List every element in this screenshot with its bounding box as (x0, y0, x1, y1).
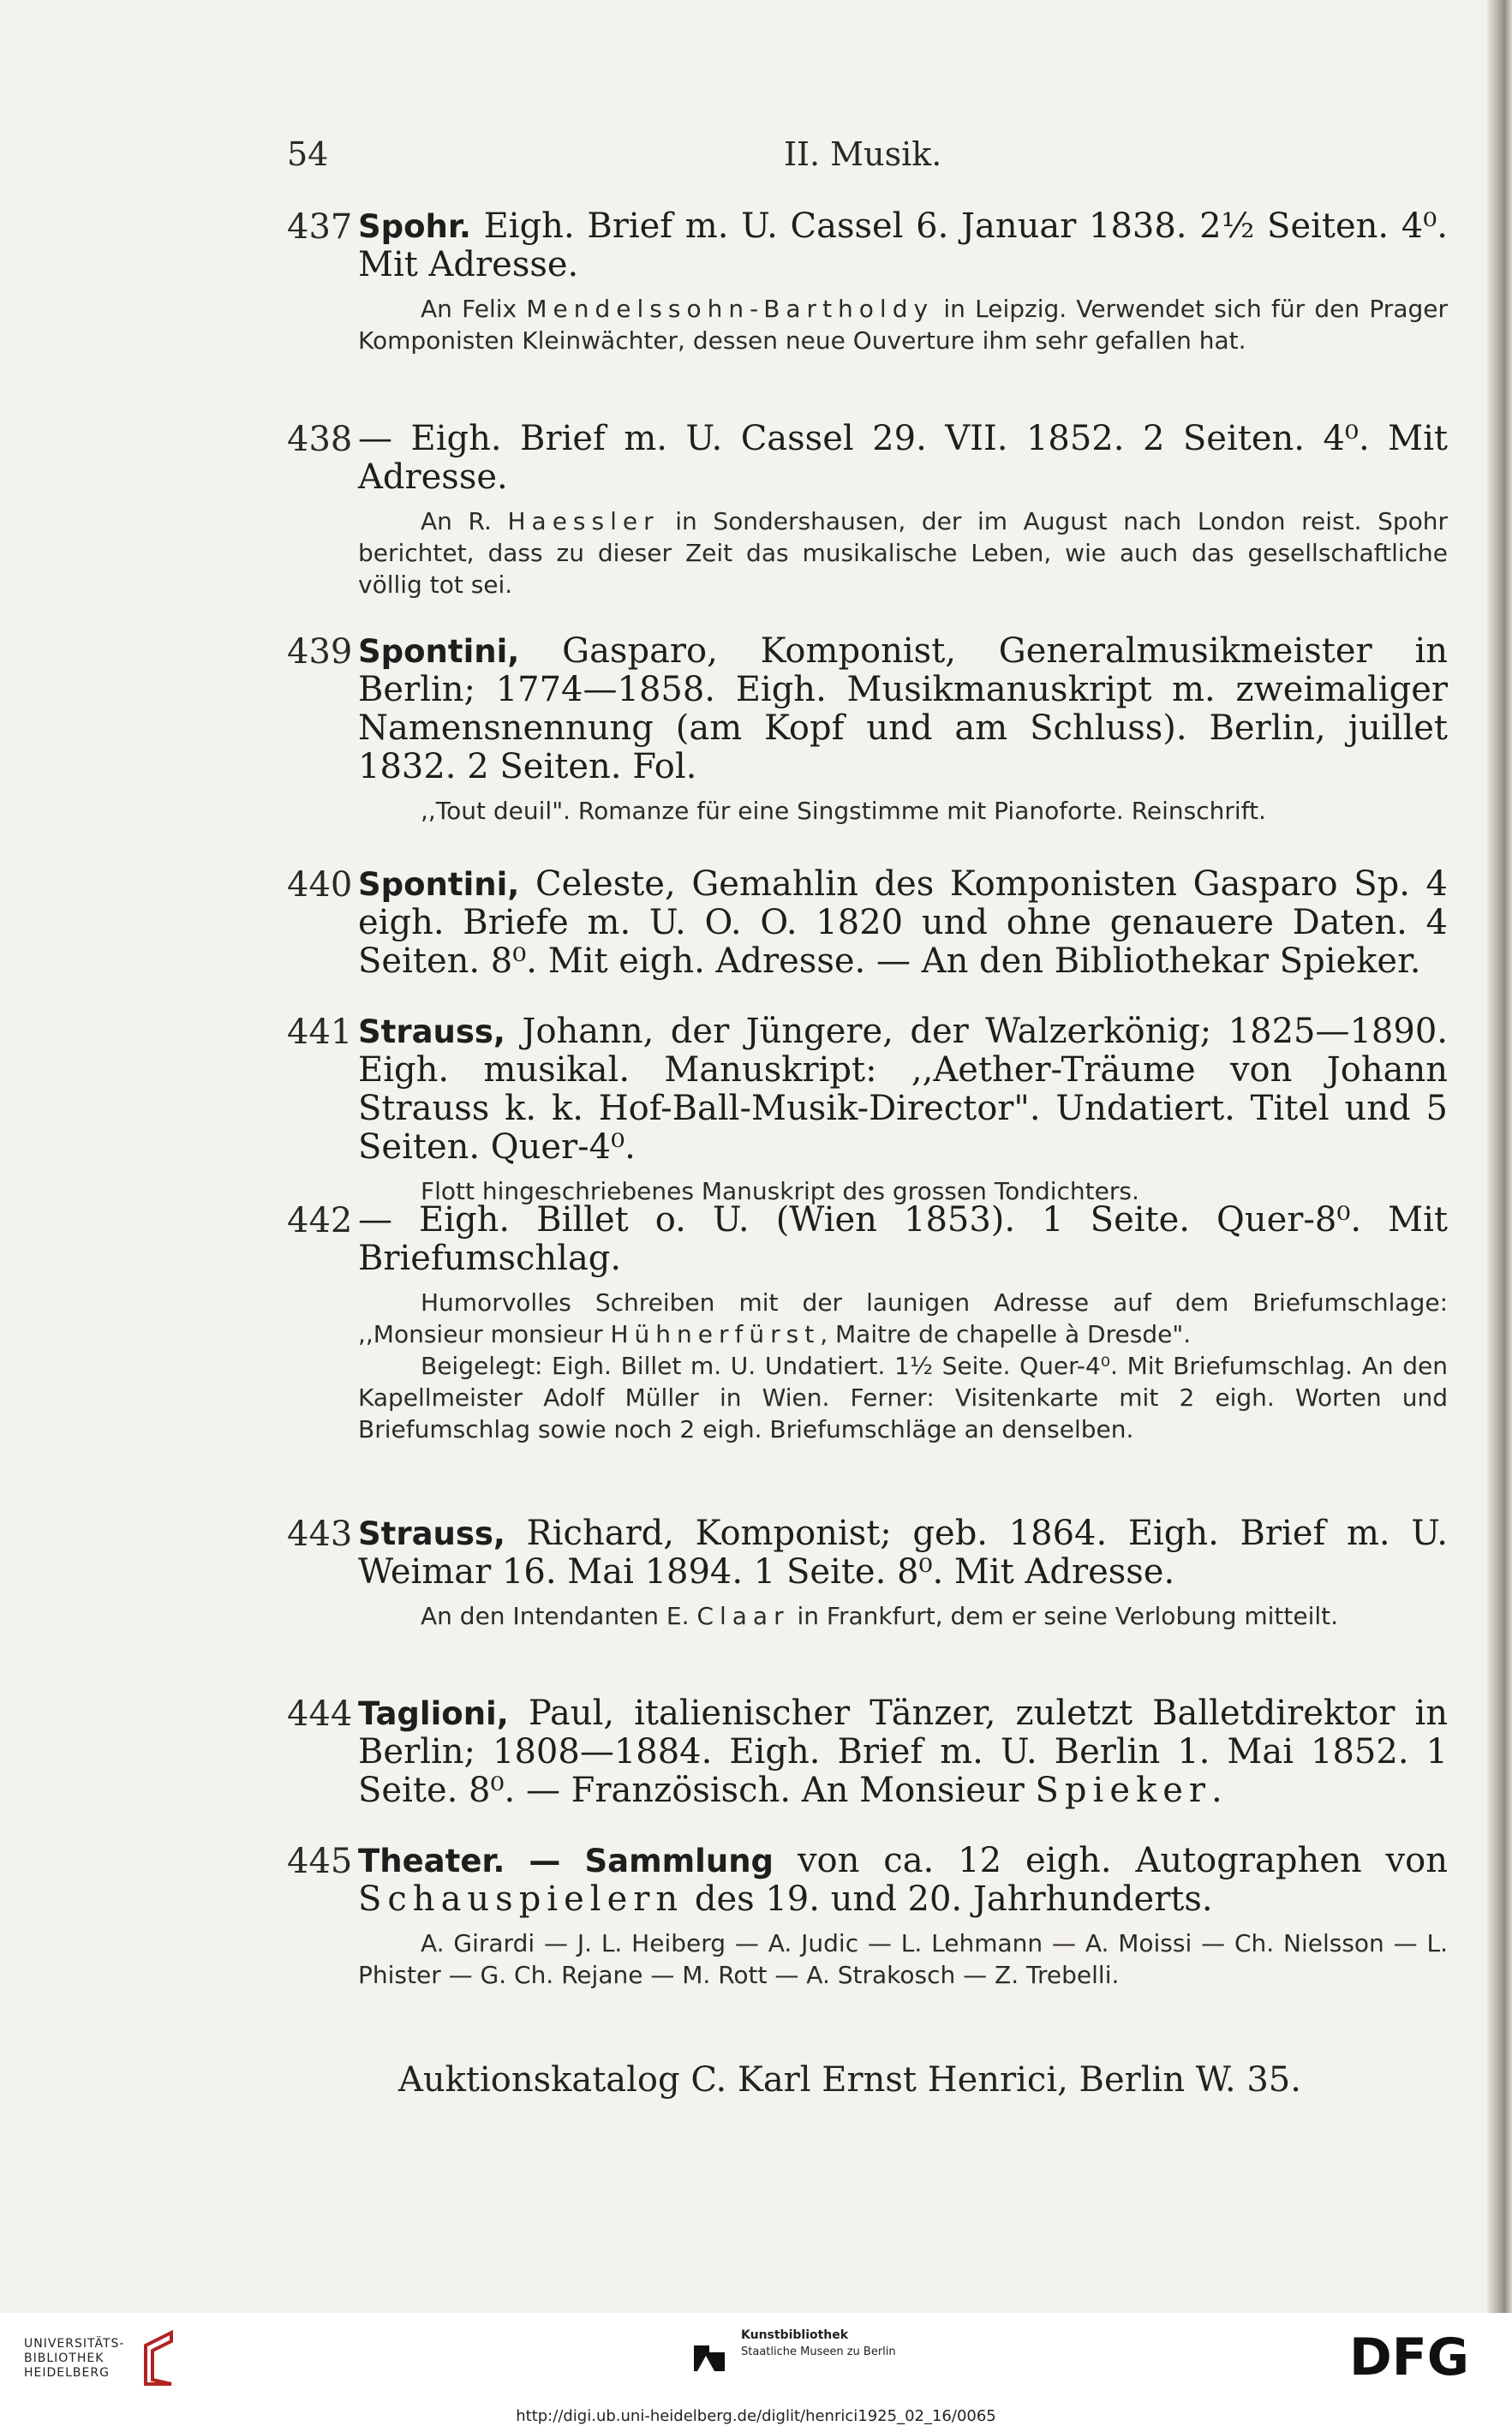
entry-note: Flott hingeschriebenes Manuskript des grossen Tondichters. (421, 1177, 1139, 1205)
catalog-entry-440 (287, 865, 1448, 981)
entry-number: 437 (287, 207, 353, 247)
kunstbibliothek-logo: Kunstbibliothek Staatliche Museen zu Berlin (694, 2328, 951, 2380)
entry-number: 442 (287, 1201, 353, 1240)
entry-number: 439 (287, 632, 353, 672)
entry-text: Strauss, Richard, Komponist; geb. 1864. Eigh. Brief m. U. Weimar 16. Mai 1894. 1 Seite. 8⁰. Mit Adresse. (358, 1514, 1448, 1592)
catalog-entry-437 (287, 207, 1448, 356)
entry-text: Taglioni, Paul, italienischer Tänzer, zuletzt Balletdirektor in Berlin; 1808—1884. Eigh. Brief m. U. Berlin 1. Mai 1852. 1 Seite. 8⁰. — Französisch. An Monsieur Spieker. (358, 1694, 1448, 1810)
entry-note: ,,Tout deuil". Romanze für eine Singstimme mit Pianoforte. Reinschrift. (421, 797, 1266, 825)
entry-number: 444 (287, 1694, 353, 1734)
catalog-entry-445 (287, 1842, 1448, 1991)
catalog-entry-443 (287, 1515, 1448, 1632)
entry-number: 445 (287, 1842, 353, 1881)
entry-text: Spontini, Gasparo, Komponist, Generalmusikmeister in Berlin; 1774—1858. Eigh. Musikmanuskript m. zweimaliger Namensnennung (am Kopf und am Schluss). Berlin, juillet 1832. 2 Seiten. Fol. (358, 631, 1448, 786)
entry-number: 438 (287, 420, 353, 459)
entry-text: Spohr. Eigh. Brief m. U. Cassel 6. Januar 1838. 2½ Seiten. 4⁰. Mit Adresse. (358, 206, 1448, 284)
entry-name: Strauss, (358, 1515, 505, 1552)
entry-name: Theater. (358, 1843, 505, 1879)
ub-heidelberg-emblem-icon (137, 2328, 180, 2388)
ub-heidelberg-logo: UNIVERSITÄTS- BIBLIOTHEK HEIDELBERG (24, 2337, 125, 2380)
entry-number: 441 (287, 1013, 353, 1052)
entry-name: Spohr. (358, 208, 471, 245)
entry-name: Strauss, (358, 1013, 505, 1050)
entry-name-continuation: — Sammlung (529, 1843, 774, 1879)
entry-text: Strauss, Johann, der Jüngere, der Walzerkönig; 1825—1890. Eigh. musikal. Manuskript: ,,Aether-Träume von Johann Strauss k. k. Hof-Ball-Musik-Director". Undatiert. Titel und 5 Seiten. Quer-4⁰. (358, 1012, 1448, 1167)
entry-text: Spontini, Celeste, Gemahlin des Komponisten Gasparo Sp. 4 eigh. Briefe m. U. O. O. 1820 und ohne genauere Daten. 4 Seiten. 8⁰. Mit eigh. Adresse. — An den Bibliothekar Spieker. (358, 864, 1448, 981)
entry-note-supplement: Beigelegt: Eigh. Billet m. U. Undatiert. 1½ Seite. Quer-4⁰. Mit Briefumschlag. An den Kapellmeister Adolf Müller in Wien. Ferner: Visitenkarte mit 2 eigh. Worten und Briefumschlag sowie noch 2 eigh. Briefumschläge an denselben. (358, 1352, 1448, 1443)
entry-note: A. Girardi — J. L. Heiberg — A. Judic — L. Lehmann — A. Moissi — Ch. Nielsson — L. Phister — G. Ch. Rejane — M. Rott — A. Strakosch — Z. Trebelli. (358, 1929, 1448, 1989)
entry-text: Theater. — Sammlung von ca. 12 eigh. Autographen von Schauspielern des 19. und 20. Jahrhunderts. (358, 1841, 1448, 1919)
entry-note: An R. Haessler in Sondershausen, der im August nach London reist. Spohr berichtet, dass zu dieser Zeit das musikalische Leben, wie auch das gesellschaftliche völlig tot sei. (358, 507, 1449, 599)
entry-number: 443 (287, 1515, 353, 1554)
catalog-entry-444 (287, 1694, 1448, 1810)
entry-note: Humorvolles Schreiben mit der launigen Adresse auf dem Briefumschlage: ,,Monsieur monsieur Hühnerfürst, Maitre de chapelle à Dresde". (358, 1288, 1448, 1348)
section-title: II. Musik. (784, 135, 942, 173)
entry-text: — Eigh. Brief m. U. Cassel 29. VII. 1852. 2 Seiten. 4⁰. Mit Adresse. (358, 419, 1448, 497)
entry-name: Spontini, (358, 633, 520, 670)
catalog-entry-438 (287, 420, 1448, 601)
entry-number: 440 (287, 865, 353, 905)
entry-note: An den Intendanten E. Claar in Frankfurt, dem er seine Verlobung mitteilt. (421, 1602, 1339, 1630)
entry-note: An Felix Mendelssohn-Bartholdy in Leipzig. Verwendet sich für den Prager Komponisten Kleinwächter, dessen neue Ouverture ihm sehr gefallen hat. (358, 295, 1448, 355)
page-header (287, 135, 1443, 178)
permalink-url[interactable]: http://digi.ub.uni-heidelberg.de/diglit/henrici1925_02_16/0065 (516, 2407, 996, 2425)
dfg-logo (1349, 2330, 1486, 2381)
catalog-entry-442 (287, 1201, 1448, 1445)
catalog-entry-439 (287, 632, 1448, 827)
page-number: 54 (287, 135, 329, 173)
entry-text: — Eigh. Billet o. U. (Wien 1853). 1 Seite. Quer-8⁰. Mit Briefumschlag. (358, 1200, 1448, 1278)
entry-name: Taglioni, (358, 1695, 509, 1732)
kunstbibliothek-icon (694, 2337, 728, 2375)
entry-name: Spontini, (358, 866, 520, 903)
page-edge-shadow (1487, 0, 1512, 2313)
catalog-entry-441 (287, 1013, 1448, 1207)
dfg-logo-text: DFG (1349, 2330, 1470, 2381)
catalog-footer: Auktionskatalog C. Karl Ernst Henrici, Berlin W. 35. (398, 2060, 1301, 2100)
